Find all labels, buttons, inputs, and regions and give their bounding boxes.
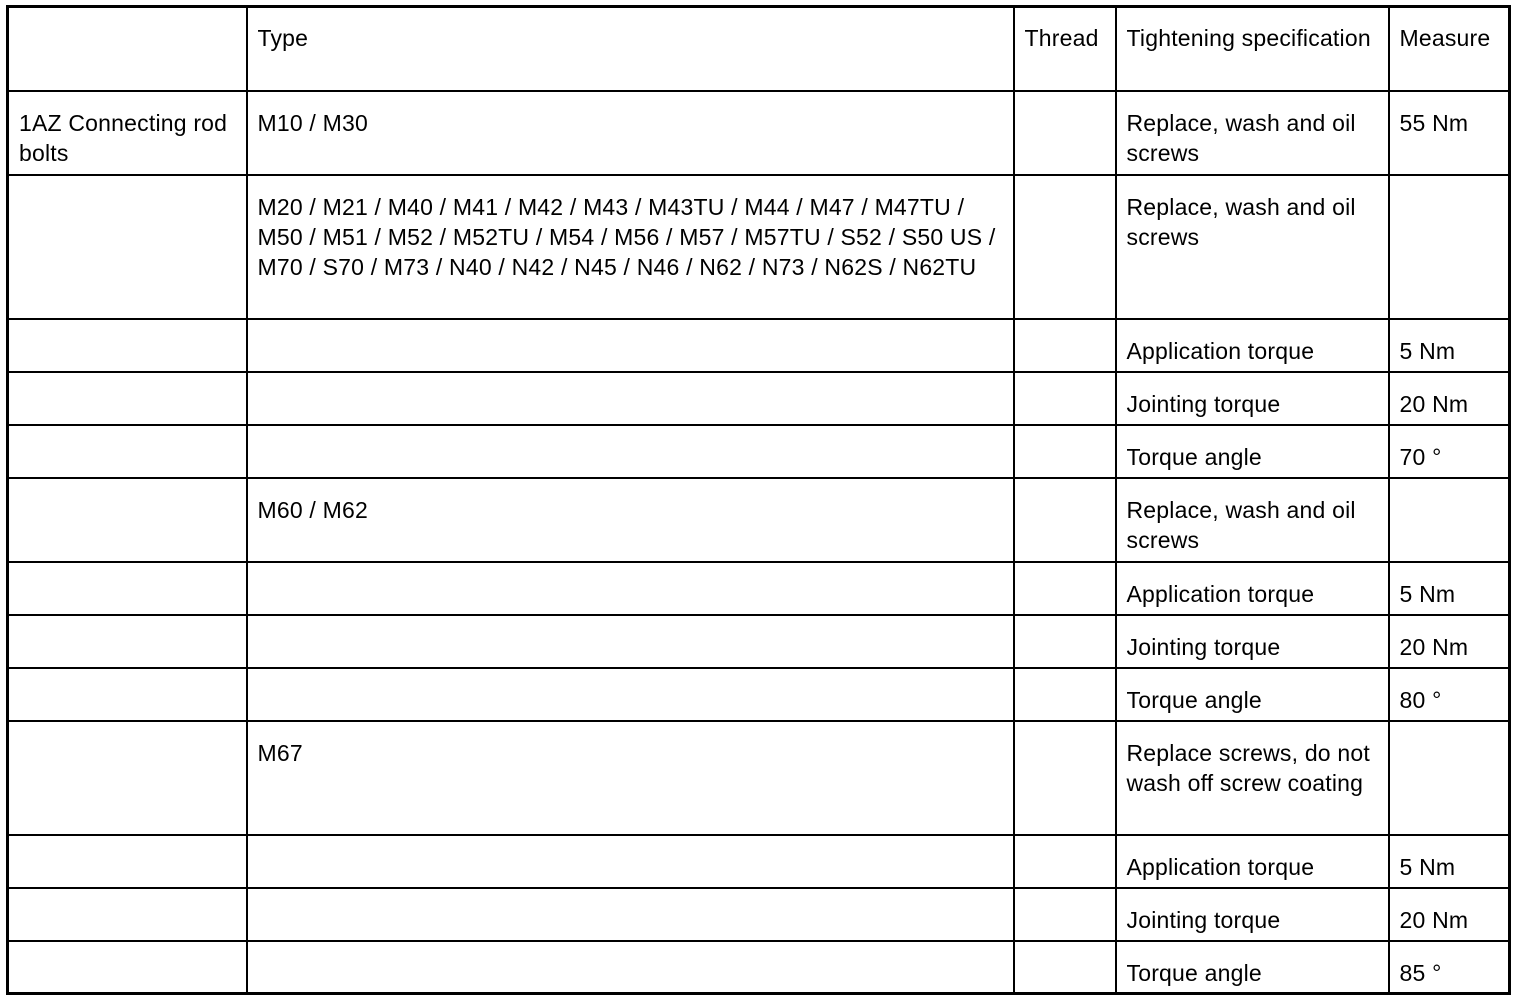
component-cell [8, 888, 247, 941]
table-row [8, 425, 1510, 478]
specification-cell: Application torque [1116, 319, 1389, 372]
thread-cell [1014, 91, 1116, 175]
table-row [8, 91, 1510, 175]
type-cell: M10 / M30 [247, 91, 1014, 175]
table-row [8, 835, 1510, 888]
measure-cell [1389, 721, 1510, 835]
measure-cell: 5 Nm [1389, 835, 1510, 888]
specification-cell: Replace, wash and oil screws [1116, 175, 1389, 319]
table-row [8, 668, 1510, 721]
table-row [8, 478, 1510, 562]
specification-cell: Replace screws, do not wash off screw coating [1116, 721, 1389, 835]
type-cell: M67 [247, 721, 1014, 835]
component-cell [8, 941, 247, 994]
thread-cell [1014, 668, 1116, 721]
measure-cell [1389, 175, 1510, 319]
thread-cell [1014, 425, 1116, 478]
measure-cell: 5 Nm [1389, 319, 1510, 372]
measure-cell: 20 Nm [1389, 615, 1510, 668]
type-cell [247, 888, 1014, 941]
type-cell [247, 941, 1014, 994]
type-cell [247, 372, 1014, 425]
specification-cell: Torque angle [1116, 668, 1389, 721]
tightening-spec-table [6, 5, 1511, 995]
type-cell [247, 835, 1014, 888]
measure-cell: 70 ° [1389, 425, 1510, 478]
type-cell [247, 562, 1014, 615]
table-row [8, 175, 1510, 319]
measure-cell [1389, 478, 1510, 562]
component-cell [8, 175, 247, 319]
thread-cell [1014, 478, 1116, 562]
type-cell [247, 668, 1014, 721]
table-row [8, 562, 1510, 615]
type-cell [247, 425, 1014, 478]
header-cell-thread: Thread [1014, 7, 1116, 91]
measure-cell: 55 Nm [1389, 91, 1510, 175]
specification-cell: Jointing torque [1116, 888, 1389, 941]
component-cell [8, 668, 247, 721]
specification-cell: Application torque [1116, 562, 1389, 615]
thread-cell [1014, 888, 1116, 941]
thread-cell [1014, 562, 1116, 615]
thread-cell [1014, 941, 1116, 994]
component-cell [8, 425, 247, 478]
table-row [8, 372, 1510, 425]
specification-cell: Replace, wash and oil screws [1116, 478, 1389, 562]
measure-cell: 80 ° [1389, 668, 1510, 721]
specification-cell: Torque angle [1116, 941, 1389, 994]
thread-cell [1014, 175, 1116, 319]
type-cell: M60 / M62 [247, 478, 1014, 562]
table-row [8, 721, 1510, 835]
specification-cell: Jointing torque [1116, 372, 1389, 425]
type-cell [247, 319, 1014, 372]
specification-cell: Application torque [1116, 835, 1389, 888]
header-cell-tightening-specification: Tightening specification [1116, 7, 1389, 91]
specification-cell: Jointing torque [1116, 615, 1389, 668]
thread-cell [1014, 319, 1116, 372]
table-row [8, 888, 1510, 941]
component-cell [8, 721, 247, 835]
measure-cell: 85 ° [1389, 941, 1510, 994]
table-row [8, 615, 1510, 668]
measure-cell: 20 Nm [1389, 888, 1510, 941]
component-cell: 1AZ Connecting rod bolts [8, 91, 247, 175]
measure-cell: 5 Nm [1389, 562, 1510, 615]
component-cell [8, 835, 247, 888]
type-cell [247, 615, 1014, 668]
thread-cell [1014, 615, 1116, 668]
header-cell-measure: Measure [1389, 7, 1510, 91]
table-header-row [8, 7, 1510, 91]
component-cell [8, 478, 247, 562]
thread-cell [1014, 835, 1116, 888]
component-cell [8, 615, 247, 668]
thread-cell [1014, 372, 1116, 425]
specification-cell: Torque angle [1116, 425, 1389, 478]
thread-cell [1014, 721, 1116, 835]
table-row [8, 941, 1510, 994]
specification-cell: Replace, wash and oil screws [1116, 91, 1389, 175]
header-cell-component [8, 7, 247, 91]
component-cell [8, 372, 247, 425]
measure-cell: 20 Nm [1389, 372, 1510, 425]
table-row [8, 319, 1510, 372]
header-cell-type: Type [247, 7, 1014, 91]
type-cell: M20 / M21 / M40 / M41 / M42 / M43 / M43TU / M44 / M47 / M47TU / M50 / M51 / M52 / M52TU / M54 / M56 / M57 / M57TU / S52 / S50 US / M70 / S70 / M73 / N40 / N42 / N45 / N46 / N62 / N73 / N62S / N62TU [247, 175, 1014, 319]
component-cell [8, 562, 247, 615]
component-cell [8, 319, 247, 372]
